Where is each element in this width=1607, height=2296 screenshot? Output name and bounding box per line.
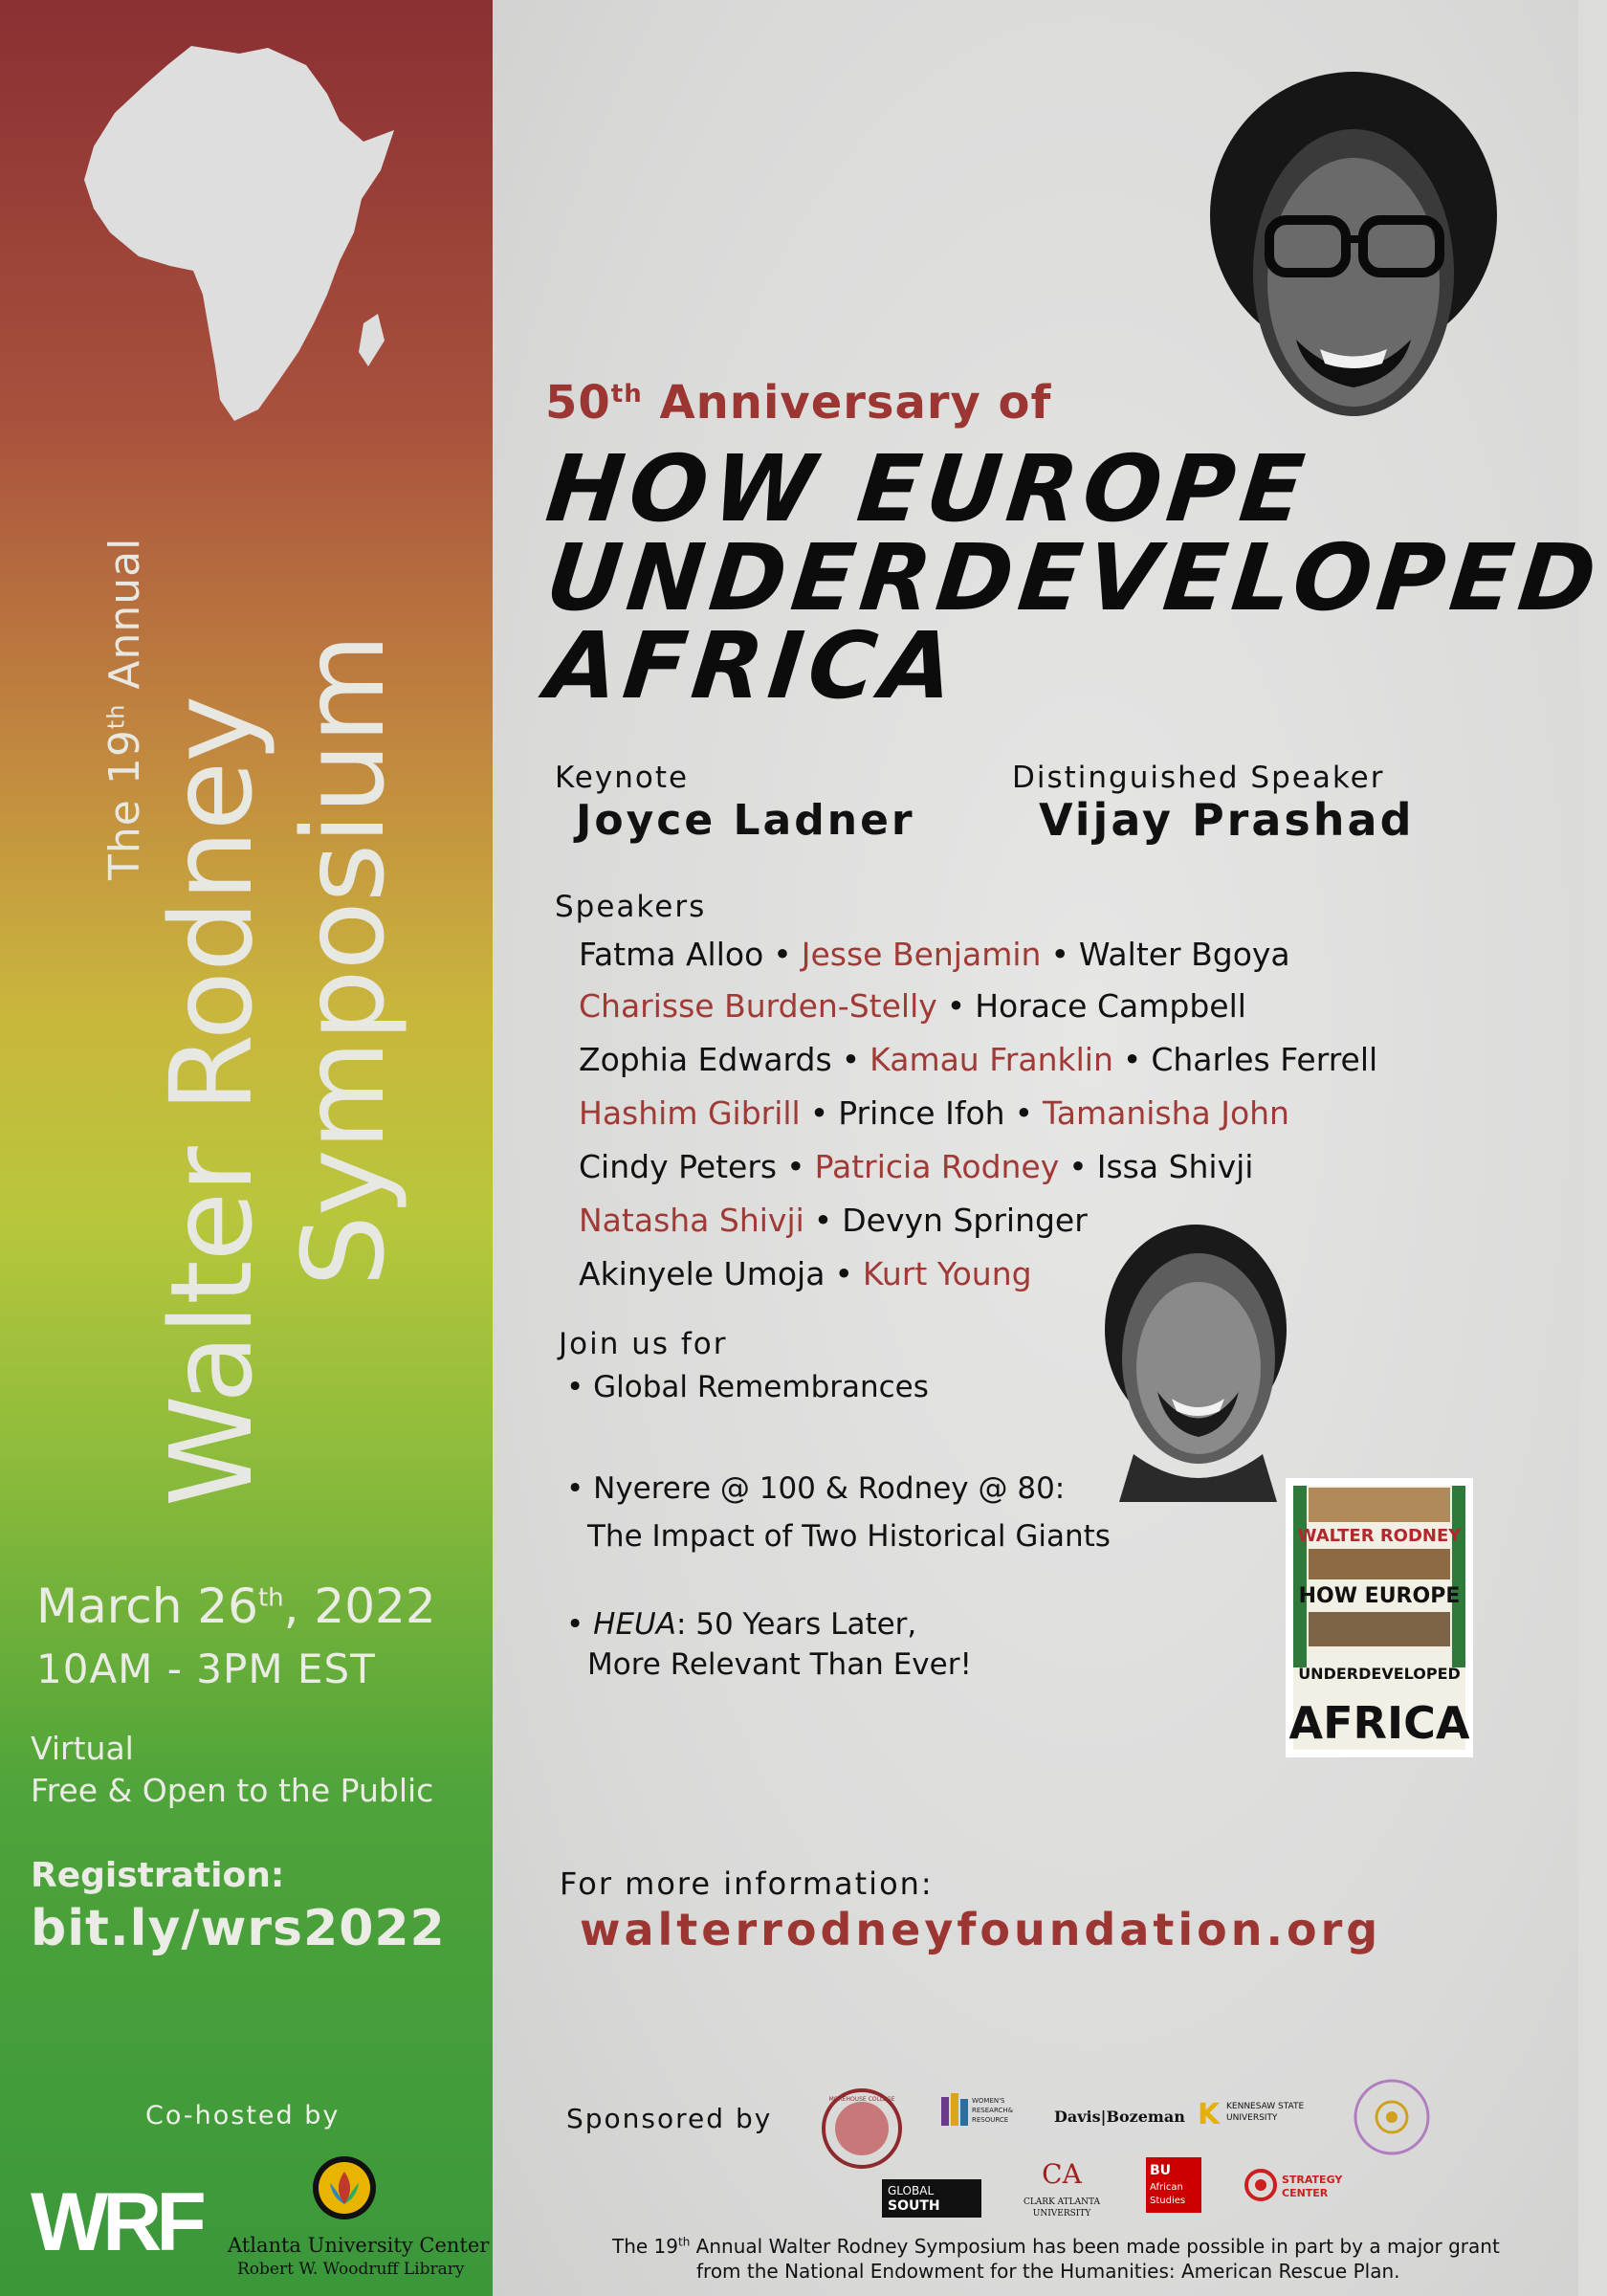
annual-label: The 19th Annual <box>100 537 149 880</box>
svg-text:WOMEN'S: WOMEN'S <box>972 2097 1005 2105</box>
grant-credit-line-2: from the National Endowment for the Humanities: American Rescue Plan. <box>696 2260 1400 2283</box>
speaker-name: Natasha Shivji <box>579 1202 804 1239</box>
speaker-name: Akinyele Umoja <box>579 1255 826 1292</box>
event-date: March 26th, 2022 <box>36 1578 436 1634</box>
strategy-center-logo <box>1244 2166 1368 2204</box>
speaker-name: Hashim Gibrill <box>579 1094 801 1132</box>
speaker-name: Charles Ferrell <box>1151 1041 1378 1078</box>
distinguished-label: Distinguished Speaker <box>1012 761 1385 795</box>
svg-text:K: K <box>1198 2098 1221 2131</box>
walter-rodney-title: Walter Rodney <box>145 695 277 1507</box>
svg-text:African: African <box>1150 2182 1183 2193</box>
speaker-portrait <box>1095 1215 1296 1502</box>
join-label: Join us for <box>559 1327 728 1361</box>
svg-text:STRATEGY: STRATEGY <box>1282 2174 1343 2186</box>
speaker-name: Charisse Burden-Stelly <box>579 987 937 1025</box>
svg-text:CENTER: CENTER <box>1282 2187 1329 2199</box>
separator-dot: • <box>946 987 966 1025</box>
auc-library-logo <box>311 2154 378 2221</box>
separator-dot: • <box>1122 1041 1142 1078</box>
cohosted-label: Co-hosted by <box>145 2101 341 2130</box>
separator-dot: • <box>786 1148 805 1185</box>
book-cover <box>1286 1478 1473 1757</box>
speaker-line <box>579 1255 1032 1292</box>
svg-text:MOREHOUSE COLLEGE: MOREHOUSE COLLEGE <box>828 2096 895 2103</box>
speaker-name: Cindy Peters <box>579 1148 778 1185</box>
svg-text:WRF: WRF <box>31 2176 201 2268</box>
bullet-heua: • HEUA: 50 Years Later, <box>566 1607 917 1642</box>
speaker-name: Zophia Edwards <box>579 1041 832 1078</box>
speaker-line <box>579 1041 1377 1078</box>
speaker-line <box>579 987 1246 1025</box>
speakers-label: Speakers <box>555 890 707 924</box>
anniversary-heading: 50th Anniversary of <box>545 376 1052 430</box>
womens-research-center-logo <box>937 2089 1022 2139</box>
svg-text:CA: CA <box>1042 2158 1082 2190</box>
registration-link[interactable]: bit.ly/wrs2022 <box>31 1900 446 1957</box>
distinguished-name: Vijay Prashad <box>1039 794 1415 846</box>
svg-text:CLARK ATLANTA: CLARK ATLANTA <box>1023 2197 1101 2207</box>
svg-text:RESOURCE: RESOURCE <box>972 2116 1009 2124</box>
separator-dot: • <box>834 1255 853 1292</box>
speaker-name: Tamanisha John <box>1043 1094 1289 1132</box>
morehouse-logo <box>821 2087 903 2170</box>
keynote-label: Keynote <box>555 761 690 795</box>
svg-text:GLOBAL: GLOBAL <box>888 2184 935 2197</box>
speaker-name: Kurt Young <box>862 1255 1032 1292</box>
separator-dot: • <box>1014 1094 1034 1132</box>
speaker-name: Patricia Rodney <box>814 1148 1060 1185</box>
bullet-global-remembrances: • Global Remembrances <box>566 1370 929 1404</box>
symposium-title: Symposium <box>277 634 409 1287</box>
kennesaw-state-logo <box>1198 2093 1322 2137</box>
svg-text:WALTER RODNEY: WALTER RODNEY <box>1297 1526 1462 1546</box>
speaker-line <box>579 1094 1289 1132</box>
speaker-line <box>579 936 1290 973</box>
svg-text:RESEARCH&: RESEARCH& <box>972 2107 1014 2114</box>
davis-bozeman-logo <box>1054 2103 1185 2131</box>
wrf-logo <box>31 2176 222 2268</box>
svg-text:Davis|Bozeman: Davis|Bozeman <box>1054 2108 1185 2126</box>
bu-african-studies-logo <box>1146 2157 1201 2213</box>
bullet-nyerere-line2: The Impact of Two Historical Giants <box>587 1519 1111 1554</box>
divinely-konnected-logo <box>1351 2076 1433 2158</box>
speaker-line <box>579 1148 1253 1185</box>
virtual-label: Virtual <box>31 1730 134 1767</box>
speaker-name: Devyn Springer <box>842 1202 1088 1239</box>
svg-text:KENNESAW STATE: KENNESAW STATE <box>1226 2102 1305 2111</box>
svg-text:UNIVERSITY: UNIVERSITY <box>1226 2113 1278 2123</box>
keynote-name: Joyce Ladner <box>576 796 915 845</box>
svg-text:SOUTH: SOUTH <box>888 2198 940 2214</box>
speaker-name: Horace Campbell <box>975 987 1246 1025</box>
sponsored-label: Sponsored by <box>566 2103 773 2134</box>
speaker-name: Jesse Benjamin <box>801 936 1042 973</box>
separator-dot: • <box>773 936 792 973</box>
title-line-3: AFRICA <box>541 612 965 719</box>
svg-text:Studies: Studies <box>1150 2196 1186 2206</box>
more-info-label: For more information: <box>560 1866 934 1902</box>
speaker-name: Issa Shivji <box>1096 1148 1254 1185</box>
registration-label: Registration: <box>31 1856 285 1895</box>
walter-rodney-portrait <box>1200 53 1507 454</box>
separator-dot: • <box>813 1202 833 1239</box>
africa-map-icon <box>77 36 402 438</box>
title-line-1: HOW EUROPE <box>541 435 1315 542</box>
separator-dot: • <box>809 1094 829 1132</box>
foundation-website-link[interactable]: walterrodneyfoundation.org <box>580 1904 1382 1955</box>
grant-credit-line-1: The 19th Annual Walter Rodney Symposium has been made possible in part by a major grant <box>612 2235 1500 2258</box>
separator-dot: • <box>1050 936 1069 973</box>
separator-dot: • <box>1068 1148 1088 1185</box>
svg-text:AFRICA: AFRICA <box>1288 1697 1470 1749</box>
bullet-heua-line2: More Relevant Than Ever! <box>587 1647 972 1682</box>
clark-atlanta-logo <box>1018 2156 1106 2223</box>
bullet-nyerere: • Nyerere @ 100 & Rodney @ 80: <box>566 1471 1066 1506</box>
speaker-name: Prince Ifoh <box>838 1094 1005 1132</box>
speaker-name: Walter Bgoya <box>1078 936 1290 973</box>
svg-text:BU: BU <box>1150 2163 1172 2178</box>
free-label: Free & Open to the Public <box>31 1772 434 1809</box>
svg-text:UNDERDEVELOPED: UNDERDEVELOPED <box>1298 1665 1461 1683</box>
speaker-line <box>579 1202 1088 1239</box>
title-line-2: UNDERDEVELOPED <box>541 524 1607 631</box>
auc-library-name: Robert W. Woodruff Library <box>237 2260 465 2279</box>
left-gradient-panel <box>0 0 493 2296</box>
separator-dot: • <box>841 1041 861 1078</box>
speaker-name: Fatma Alloo <box>579 936 764 973</box>
svg-text:UNIVERSITY: UNIVERSITY <box>1032 2209 1091 2219</box>
svg-text:HOW EUROPE: HOW EUROPE <box>1298 1584 1461 1608</box>
global-south-logo <box>882 2179 981 2218</box>
auc-name: Atlanta University Center <box>228 2234 490 2257</box>
event-time: 10AM - 3PM EST <box>36 1645 376 1692</box>
speaker-name: Kamau Franklin <box>870 1041 1113 1078</box>
